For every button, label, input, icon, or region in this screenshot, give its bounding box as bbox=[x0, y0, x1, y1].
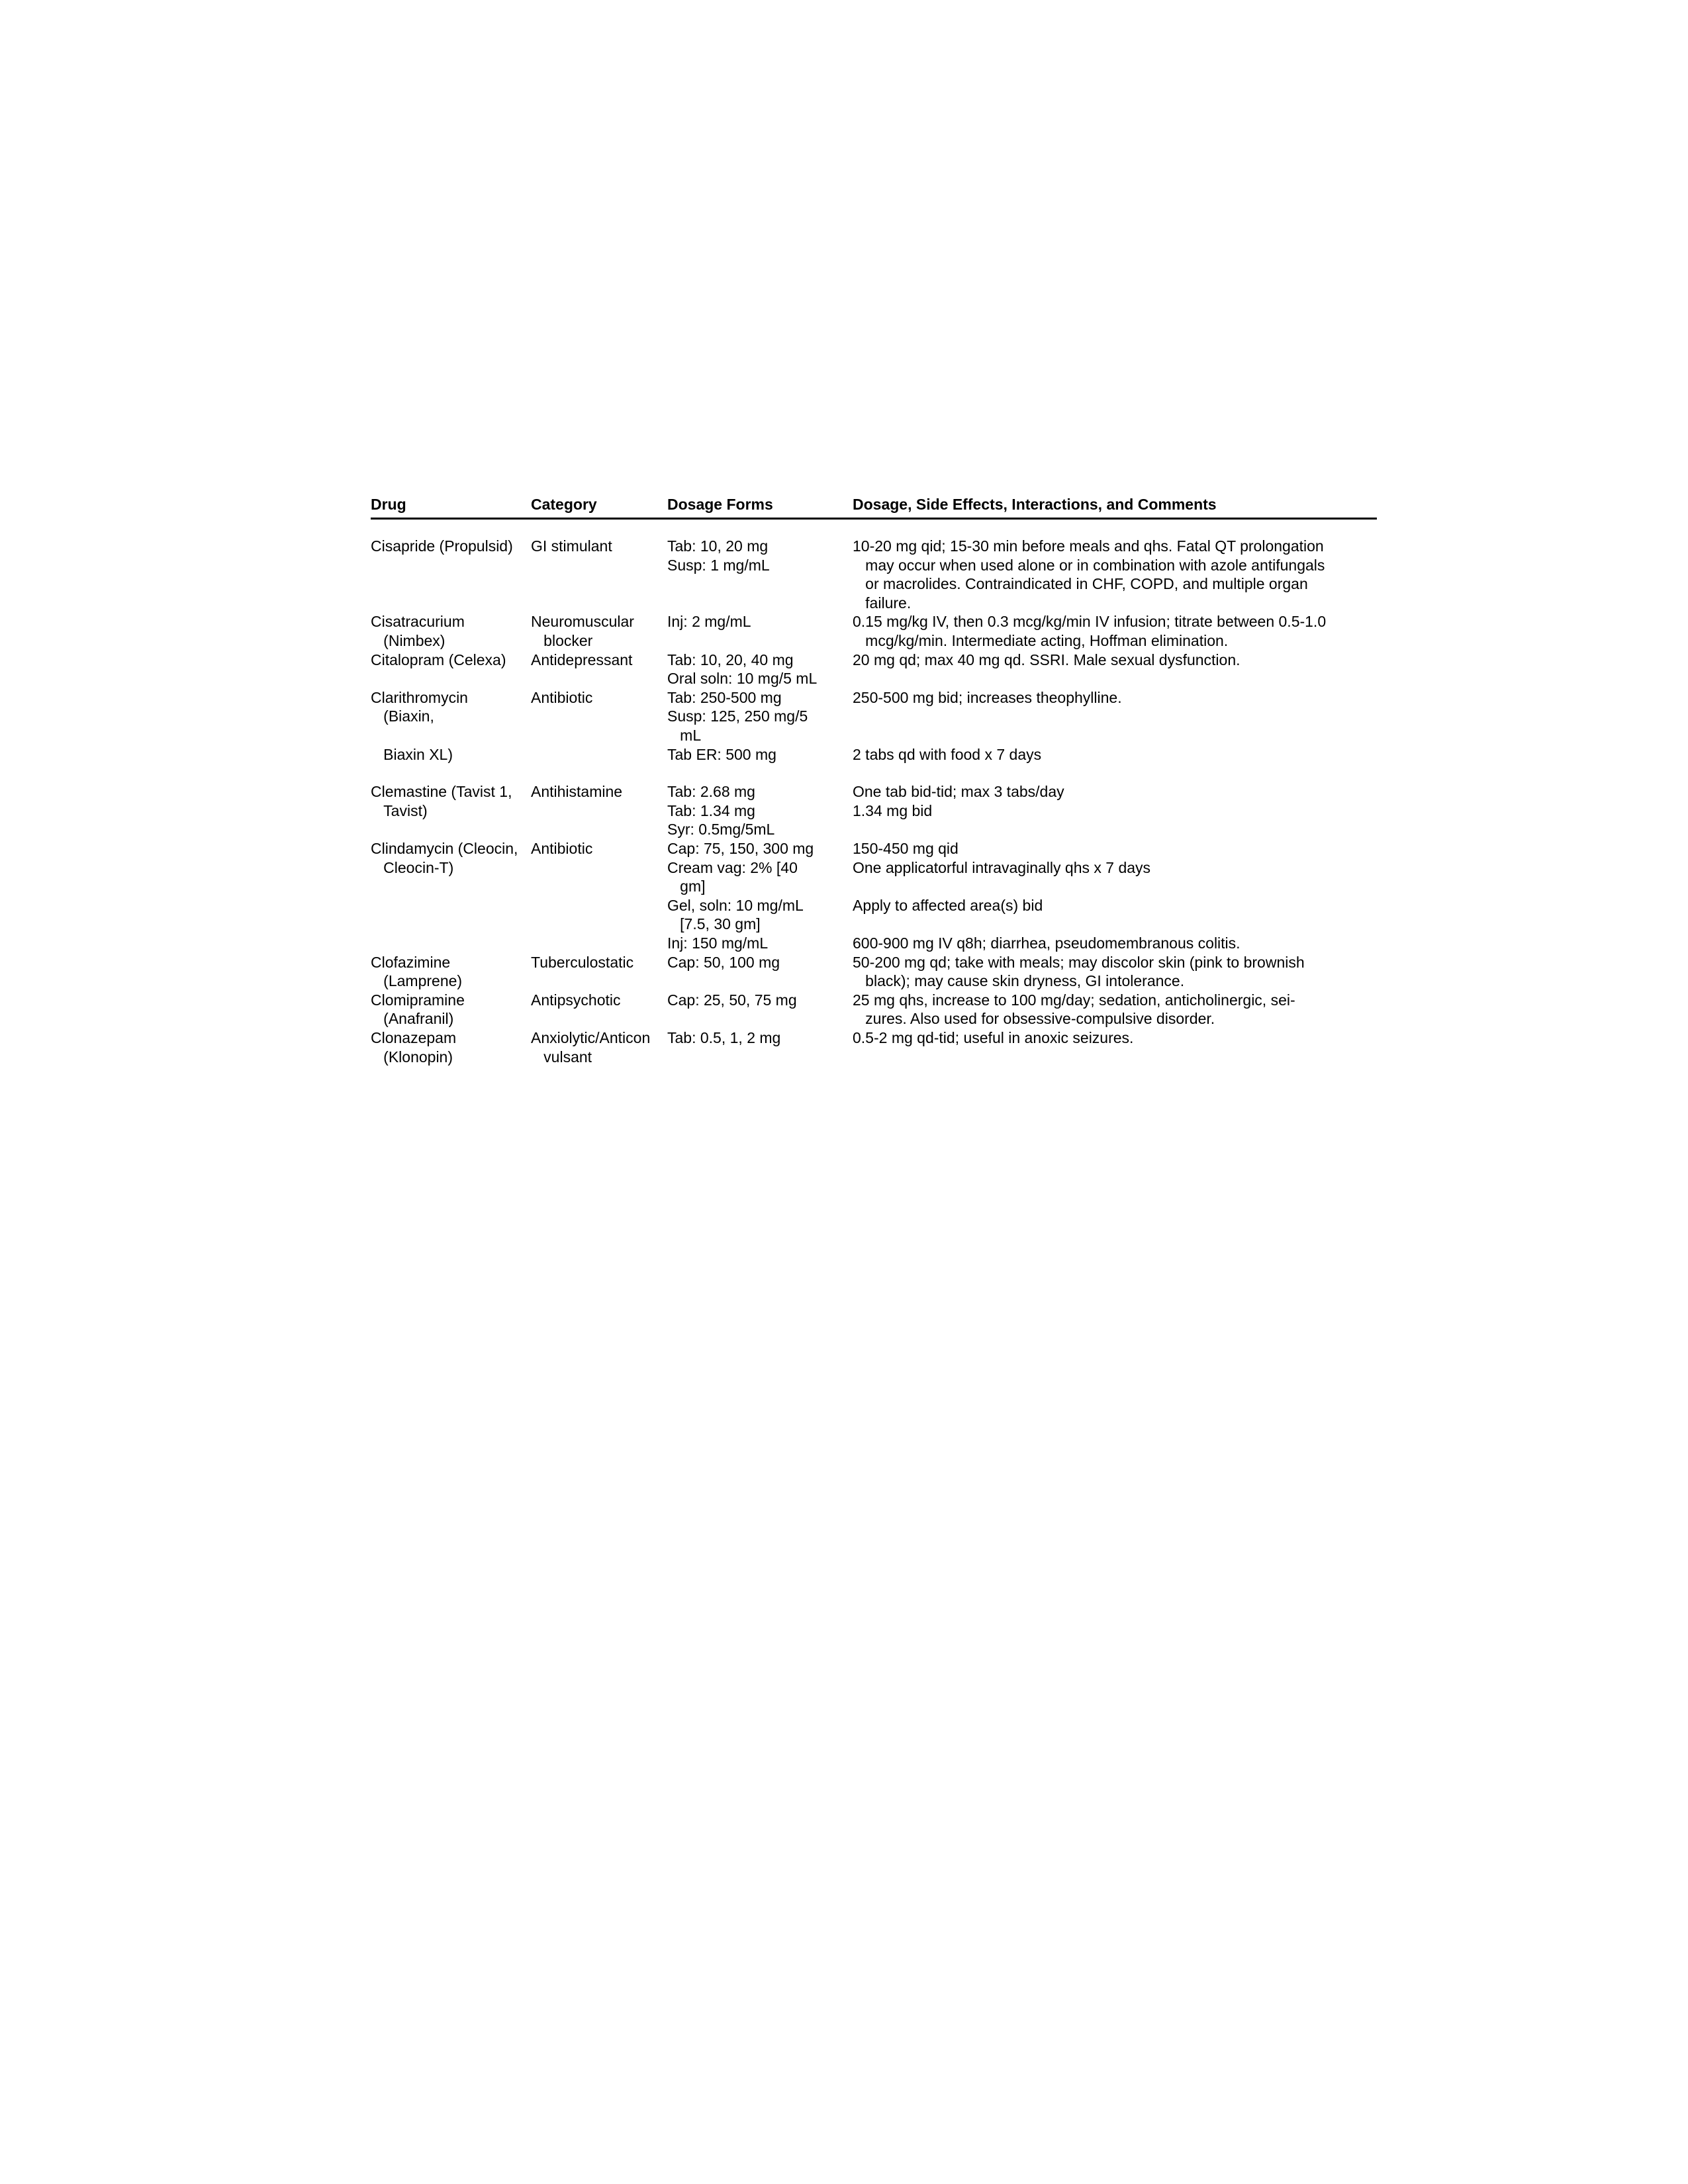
dosage-forms-cell: Tab ER: 500 mg bbox=[667, 745, 776, 763]
dosage-forms-cell: Tab: 10, 20, 40 mg bbox=[667, 651, 794, 668]
comments-cell: 20 mg qd; max 40 mg qd. SSRI. Male sexual dysfunction. bbox=[853, 651, 1241, 668]
dosage-forms-cell: Inj: 150 mg/mL bbox=[667, 934, 769, 952]
drug-cell: (Nimbex) bbox=[371, 632, 445, 649]
comments-cell: 50-200 mg qd; take with meals; may discolor skin (pink to brownish bbox=[853, 953, 1305, 971]
dosage-forms-cell: Gel, soln: 10 mg/mL bbox=[667, 896, 804, 914]
category-cell: Antihistamine bbox=[531, 783, 623, 801]
dosage-forms-cell: Susp: 1 mg/mL bbox=[667, 556, 770, 574]
dosage-forms-cell: Tab: 1.34 mg bbox=[667, 801, 755, 819]
comments-cell: 600-900 mg IV q8h; diarrhea, pseudomembranous colitis. bbox=[853, 934, 1241, 952]
dosage-forms-cell: [7.5, 30 gm] bbox=[667, 915, 761, 933]
table-body bbox=[371, 520, 1377, 1066]
comments-cell: 25 mg qhs, increase to 100 mg/day; sedation, anticholinergic, sei- bbox=[853, 991, 1295, 1009]
dosage-forms-cell: Tab: 0.5, 1, 2 mg bbox=[667, 1029, 781, 1046]
dosage-forms-cell: Syr: 0.5mg/5mL bbox=[667, 821, 775, 839]
drug-cell: (Anafranil) bbox=[371, 1010, 454, 1028]
comments-cell: 250-500 mg bid; increases theophylline. bbox=[853, 688, 1122, 706]
drug-cell: Clindamycin (Cleocin, bbox=[371, 840, 518, 857]
category-cell: Antibiotic bbox=[531, 688, 593, 706]
dosage-forms-cell: Tab: 10, 20 mg bbox=[667, 537, 769, 555]
comments-cell: 2 tabs qd with food x 7 days bbox=[853, 745, 1042, 763]
drug-cell: Clonazepam bbox=[371, 1029, 457, 1046]
drug-cell: Cisatracurium bbox=[371, 613, 465, 631]
drug-cell: (Biaxin, bbox=[371, 707, 434, 725]
drug-cell: Citalopram (Celexa) bbox=[371, 651, 506, 668]
header-category: Category bbox=[531, 496, 597, 513]
comments-cell: may occur when used alone or in combination with azole antifungals bbox=[853, 556, 1325, 574]
category-cell: vulsant bbox=[531, 1048, 592, 1066]
comments-cell: 150-450 mg qid bbox=[853, 840, 959, 857]
dosage-forms-cell: Oral soln: 10 mg/5 mL bbox=[667, 670, 818, 688]
category-cell: Antipsychotic bbox=[531, 991, 621, 1009]
comments-cell: 10-20 mg qid; 15-30 min before meals and qhs. Fatal QT prolongation bbox=[853, 537, 1324, 555]
drug-cell: Clarithromycin bbox=[371, 688, 468, 706]
category-cell: Tuberculostatic bbox=[531, 953, 634, 971]
category-cell: Antibiotic bbox=[531, 840, 593, 857]
dosage-forms-cell: Tab: 2.68 mg bbox=[667, 783, 755, 801]
drug-cell: (Klonopin) bbox=[371, 1048, 453, 1066]
comments-cell: or macrolides. Contraindicated in CHF, COPD, and multiple organ bbox=[853, 575, 1308, 593]
comments-cell: One applicatorful intravaginally qhs x 7 days bbox=[853, 858, 1151, 876]
dosage-forms-cell: mL bbox=[667, 727, 702, 744]
drug-cell: Biaxin XL) bbox=[371, 745, 453, 763]
dosage-forms-cell: Cap: 75, 150, 300 mg bbox=[667, 840, 814, 857]
table-header bbox=[371, 495, 1377, 520]
dosage-forms-cell: Susp: 125, 250 mg/5 bbox=[667, 707, 808, 725]
comments-cell: zures. Also used for obsessive-compulsive disorder. bbox=[853, 1010, 1215, 1028]
category-cell: GI stimulant bbox=[531, 537, 612, 555]
dosage-forms-cell: Cap: 25, 50, 75 mg bbox=[667, 991, 797, 1009]
drug-cell: Cisapride (Propulsid) bbox=[371, 537, 513, 555]
drug-cell: Tavist) bbox=[371, 801, 428, 819]
category-cell: blocker bbox=[531, 632, 593, 649]
dosage-forms-cell: Inj: 2 mg/mL bbox=[667, 613, 751, 631]
drug-cell: Clemastine (Tavist 1, bbox=[371, 783, 512, 801]
comments-cell: black); may cause skin dryness, GI intolerance. bbox=[853, 972, 1185, 990]
comments-cell: 0.5-2 mg qd-tid; useful in anoxic seizures. bbox=[853, 1029, 1134, 1046]
dosage-forms-cell: gm] bbox=[667, 878, 706, 895]
drug-cell: Clofazimine bbox=[371, 953, 451, 971]
category-cell: Antidepressant bbox=[531, 651, 633, 668]
drug-cell: Clomipramine bbox=[371, 991, 465, 1009]
header-drug: Drug bbox=[371, 496, 406, 513]
header-dosage-forms: Dosage Forms bbox=[667, 496, 773, 513]
dosage-forms-cell: Cap: 50, 100 mg bbox=[667, 953, 780, 971]
dosage-forms-cell: Cream vag: 2% [40 bbox=[667, 858, 798, 876]
comments-cell: One tab bid-tid; max 3 tabs/day bbox=[853, 783, 1064, 801]
comments-cell: 1.34 mg bid bbox=[853, 801, 933, 819]
comments-cell: 0.15 mg/kg IV, then 0.3 mcg/kg/min IV infusion; titrate between 0.5-1.0 bbox=[853, 613, 1327, 631]
category-cell: Anxiolytic/Anticon bbox=[531, 1029, 651, 1046]
drug-cell: Cleocin-T) bbox=[371, 858, 454, 876]
drug-table bbox=[371, 495, 1377, 1066]
category-cell: Neuromuscular bbox=[531, 613, 634, 631]
comments-cell: mcg/kg/min. Intermediate acting, Hoffman elimination. bbox=[853, 632, 1229, 649]
comments-cell: failure. bbox=[853, 594, 912, 612]
dosage-forms-cell: Tab: 250-500 mg bbox=[667, 688, 782, 706]
drug-cell: (Lamprene) bbox=[371, 972, 463, 990]
header-comments: Dosage, Side Effects, Interactions, and Comments bbox=[853, 496, 1217, 513]
comments-cell: Apply to affected area(s) bid bbox=[853, 896, 1043, 914]
